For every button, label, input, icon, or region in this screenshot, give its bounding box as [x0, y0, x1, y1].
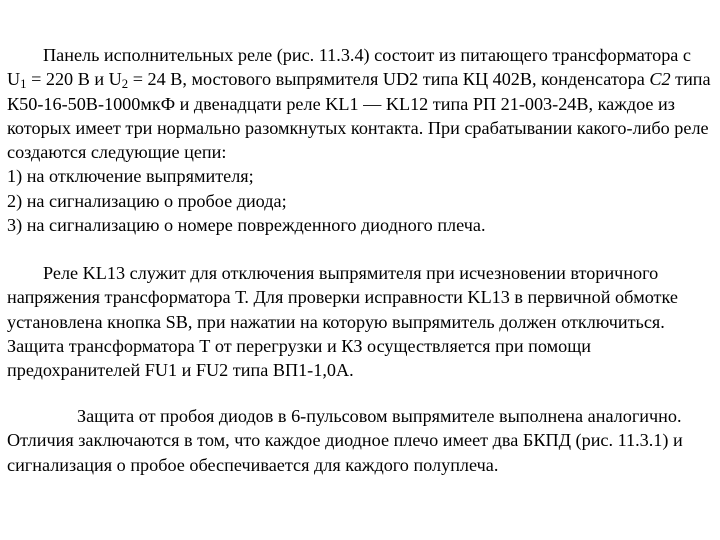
paragraph-2-text: Реле KL13 служит для отключения выпрямителя при исчезновении вторичного напряжения трансформатора Т. Для проверки исправности KL13 в первичной обмотке установлена кнопка SB, при нажатии на которую выпрямитель должен отключиться. Защита трансформатора Т от перегрузки и КЗ осуществляется при помощи предохранителей FU1 и FU2 типа ВП1-1,0А. — [7, 263, 678, 381]
p1-subscript-2: 2 — [121, 77, 129, 92]
p1-text-1: Панель исполнительных реле (рис. 11.3.4) состоит из питающего трансформатора с U — [7, 45, 691, 90]
paragraph-1-text — [7, 43, 712, 164]
paragraph-diode-protection — [7, 404, 712, 477]
paragraph-relay-panel — [7, 43, 712, 237]
list-item-1: 1) на отключение выпрямителя; — [7, 166, 254, 187]
list-item-3: 3) на сигнализацию о номере поврежденного диодного плеча. — [7, 215, 486, 236]
p1-italic-c2: С2 — [649, 69, 671, 90]
paragraph-3-text: Защита от пробоя диодов в 6-пульсовом выпрямителе выполнена аналогично. Отличия заключаются в том, что каждое диодное плечо имеет два БКПД (рис. 11.3.1) и сигнализация о пробое обеспечивается для каждого полуплеча. — [7, 406, 683, 475]
list-item-2: 2) на сигнализацию о пробое диода; — [7, 190, 287, 211]
p1-text-2: = 220 В и U — [26, 69, 122, 90]
p1-text-4: типа К50-16-50В-1000мкФ и двенадцати реле KL1 — KL12 типа РП 21-003-24В, каждое из которых имеет три нормально разомкнутых контакта. При срабатывании какого-либо реле создаются следующие цепи: — [7, 69, 711, 163]
p1-text-3: = 24 В, мостового выпрямителя UD2 типа КЦ 402В, конденсатора — [128, 69, 650, 90]
paragraph-kl13 — [7, 261, 712, 382]
p1-subscript-1: 1 — [20, 77, 27, 92]
